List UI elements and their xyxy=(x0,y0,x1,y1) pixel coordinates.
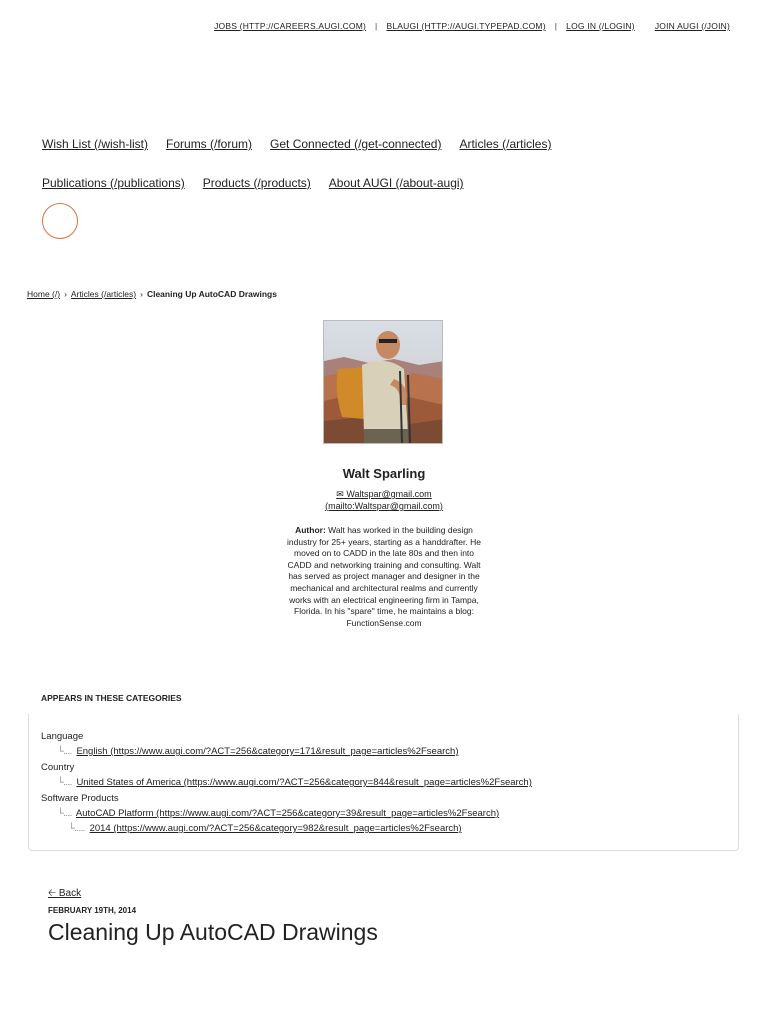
author-photo xyxy=(323,320,443,444)
breadcrumb-articles[interactable]: Articles (/articles) xyxy=(70,289,137,299)
breadcrumb-current: Cleaning Up AutoCAD Drawings xyxy=(146,289,277,299)
category-software-label: Software Products xyxy=(41,793,119,804)
breadcrumb xyxy=(27,289,277,299)
separator: | xyxy=(554,21,558,31)
categories-title: APPEARS IN THESE CATEGORIES xyxy=(41,693,182,703)
nav-wish-list[interactable]: Wish List (/wish-list) xyxy=(42,137,149,151)
back-label: Back xyxy=(58,888,82,899)
nav-get-connected[interactable]: Get Connected (/get-connected) xyxy=(270,137,442,151)
tree-connector: └..... xyxy=(68,823,85,834)
nav-products[interactable]: Products (/products) xyxy=(202,176,311,190)
blaugi-link[interactable]: BLAUGI (HTTP://AUGI.TYPEPAD.COM) xyxy=(386,21,546,31)
back-block xyxy=(48,886,81,903)
breadcrumb-separator: › xyxy=(64,289,67,299)
category-country-label: Country xyxy=(41,762,75,773)
category-item xyxy=(57,746,458,757)
top-utility-bar xyxy=(214,21,730,31)
nav-publications[interactable]: Publications (/publications) xyxy=(42,176,185,190)
author-mailto-text: (mailto:Waltspar@gmail.com) xyxy=(325,501,443,511)
back-link[interactable] xyxy=(48,888,81,899)
tree-connector: └.... xyxy=(57,746,72,757)
separator: | xyxy=(375,21,378,31)
main-nav-row-2 xyxy=(42,176,482,190)
arrow-left-icon: 🡠 xyxy=(48,888,57,899)
author-email-link[interactable] xyxy=(325,489,443,511)
category-english-link[interactable]: English (https://www.augi.com/?ACT=256&category=171&result_page=articles%2Fsearch) xyxy=(76,746,459,757)
jobs-link[interactable]: JOBS (HTTP://CAREERS.AUGI.COM) xyxy=(214,21,367,31)
login-link[interactable]: LOG IN (/LOGIN) xyxy=(566,21,635,31)
tree-connector: └.... xyxy=(57,777,72,788)
nav-about-augi[interactable]: About AUGI (/about-augi) xyxy=(328,176,464,190)
main-nav-row-1 xyxy=(42,137,569,151)
category-language-label: Language xyxy=(41,731,84,742)
article-date: FEBRUARY 19TH, 2014 xyxy=(48,906,137,915)
bio-label: Author: xyxy=(295,525,326,535)
tree-connector: └.... xyxy=(57,808,72,819)
category-2014-link[interactable]: 2014 (https://www.augi.com/?ACT=256&category=982&result_page=articles%2Fsearch) xyxy=(89,823,462,834)
author-bio xyxy=(284,525,484,629)
menu-circle-button[interactable] xyxy=(42,203,78,239)
author-email-text: Waltspar@gmail.com xyxy=(346,489,432,499)
article-title: Cleaning Up AutoCAD Drawings xyxy=(48,919,378,945)
category-usa-link[interactable]: United States of America (https://www.augi.com/?ACT=256&category=844&result_page=articles%2Fsearch) xyxy=(76,777,532,788)
category-autocad-link[interactable]: AutoCAD Platform (https://www.augi.com/?ACT=256&category=39&result_page=articles%2Fsearch) xyxy=(75,808,500,819)
author-email-block xyxy=(284,488,484,512)
breadcrumb-separator: › xyxy=(140,289,143,299)
category-item xyxy=(68,823,462,834)
breadcrumb-home[interactable]: Home (/) xyxy=(27,289,61,299)
nav-articles[interactable]: Articles (/articles) xyxy=(459,137,552,151)
join-link[interactable]: JOIN AUGI (/JOIN) xyxy=(654,21,730,31)
nav-forums[interactable]: Forums (/forum) xyxy=(166,137,253,151)
category-item xyxy=(57,777,532,788)
envelope-icon: ✉ xyxy=(336,489,344,499)
bio-text: Walt has worked in the building design industry for 25+ years, starting as a handdrafter. He moved on to CADD in the late 80s and then into CADD and networking training and consulting. Walt has served as project manager and designer in the mechanical and architectural realms and currently works with an electrical engineering firm in Tampa, Florida. In his "spare" time, he maintains a blog: FunctionSense.com xyxy=(287,525,481,628)
category-item xyxy=(57,808,499,819)
author-name: Walt Sparling xyxy=(342,466,426,481)
